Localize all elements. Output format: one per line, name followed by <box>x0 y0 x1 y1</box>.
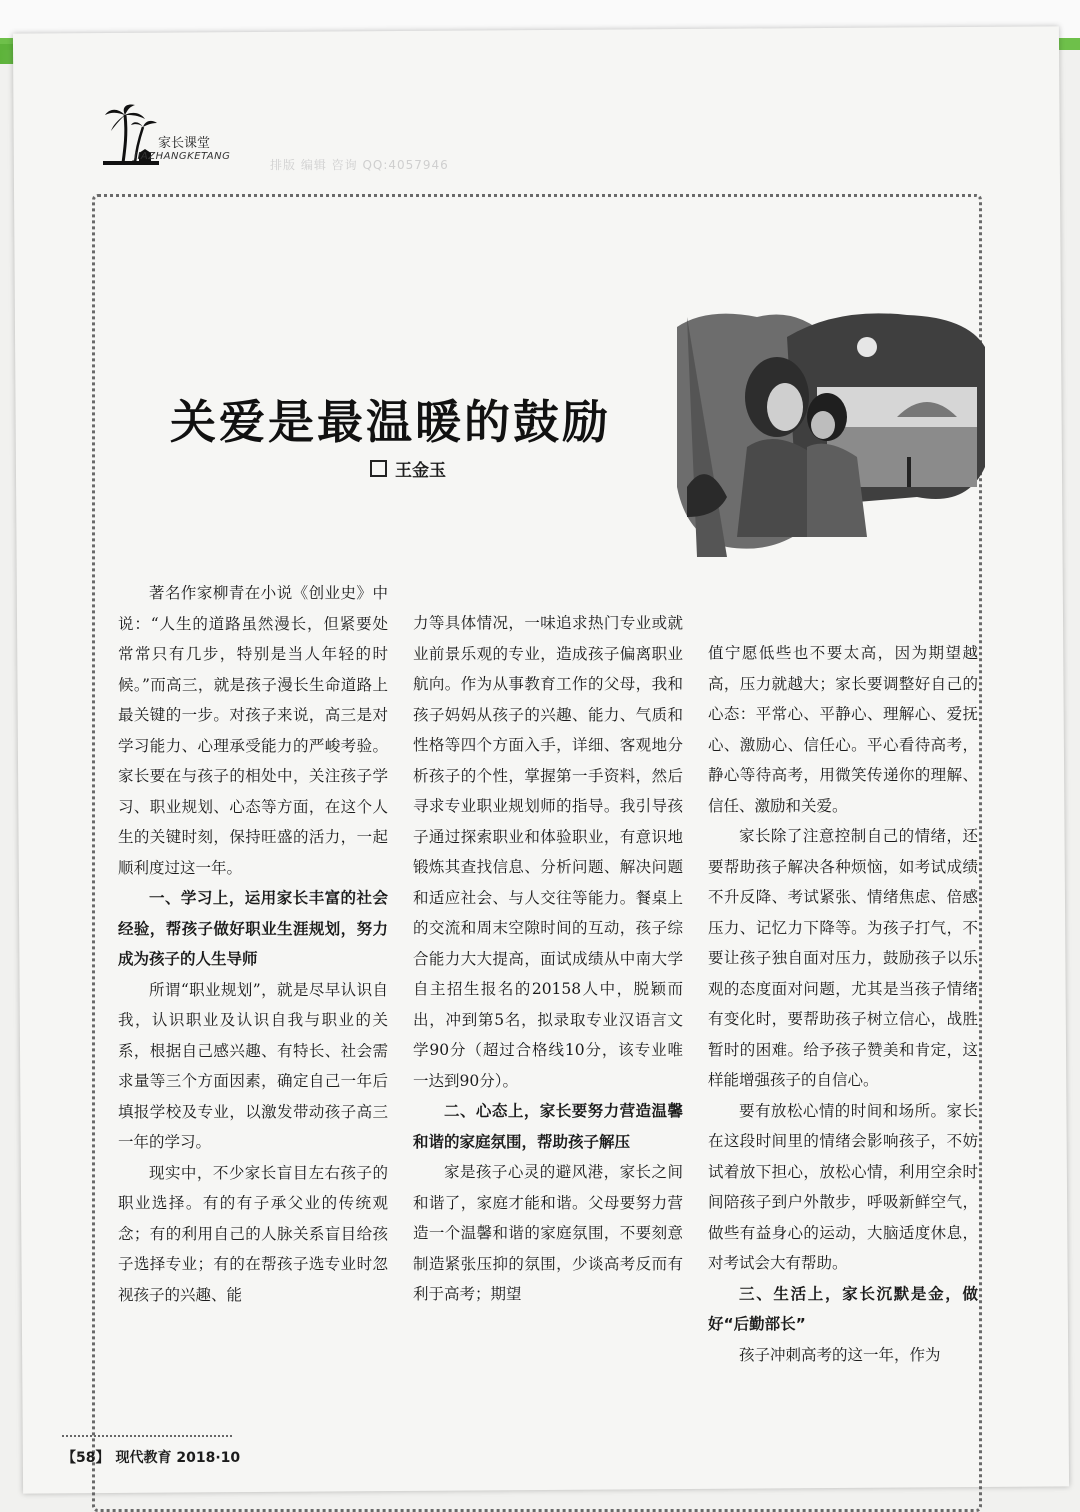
article-author <box>370 456 446 481</box>
journal-name: 现代教育 2018·10 <box>115 1450 241 1466</box>
footer-rule <box>62 1435 232 1437</box>
section-heading-1: 一、学习上，运用家长丰富的社会经验，帮孩子做好职业生涯规划，努力成为孩子的人生导师 <box>118 889 388 968</box>
paragraph: 家长除了注意控制自己的情绪，还要帮助孩子解决各种烦恼，如考试成绩不升反降、考试紧张、情绪焦虑、倍感压力、记忆力下降等。为孩子打气，不要让孩子独自面对压力，鼓励孩子以乐观的态度面对问题，尤其是当孩子情绪有变化时，要帮助孩子树立信心，战胜暂时的困难。给予孩子赞美和肯定，这样能增强孩子的自信心。 <box>708 827 978 1089</box>
paragraph: 力等具体情况，一味追求热门专业或就业前景乐观的专业，造成孩子偏离职业航向。作为从事教育工作的父母，我和孩子妈妈从孩子的兴趣、能力、气质和性格等四个方面入手，详细、客观地分析孩子的个性，掌握第一手资料，然后寻求专业职业规划师的指导。我引导孩子通过探索职业和体验职业，有意识地锻炼其查找信息、分析问题、解决问题和适应社会、与人交往等能力。餐桌上的交流和周末空隙时间的互动，孩子综合能力大大提高，面试成绩从中南大学自主招生报名的20158人中，脱颖而出，冲到第5名，拟录取专业汉语言文学90分（超过合格线10分，该专业唯一达到90分）。 <box>413 614 683 1090</box>
column-2 <box>413 608 683 1310</box>
author-name: 王金玉 <box>395 461 446 481</box>
paragraph: 著名作家柳青在小说《创业史》中说：“人生的道路虽然漫长，但紧要处常常只有几步，特别是当人年轻的时候。”而高三，就是孩子漫长生命道路上最关键的一步。对孩子来说，高三是对学习能力、心理承受能力的严峻考验。家长要在与孩子的相处中，关注孩子学习、职业规划、心态等方面，在这个人生的关键时刻，保持旺盛的活力，一起顺利度过这一年。 <box>118 584 388 877</box>
bleed-through-header: 排版 编辑 咨询 QQ:4057946 <box>270 158 449 172</box>
article-title: 关爱是最温暖的鼓励 <box>170 395 611 449</box>
section-subtitle: JIAZHANGKETANG <box>134 151 231 162</box>
paragraph: 家是孩子心灵的避风港，家长之间和谐了，家庭才能和谐。父母要努力营造一个温馨和谐的家庭氛围，不要刻意制造紧张压抑的氛围，少谈高考反而有利于高考；期望 <box>413 1163 683 1303</box>
section-heading-2: 二、心态上，家长要努力营造温馨和谐的家庭氛围，帮助孩子解压 <box>413 1102 683 1151</box>
author-box-icon <box>370 460 387 477</box>
page-footer <box>62 1447 240 1467</box>
mother-daughter-illustration <box>667 307 987 557</box>
section-title: 家长课堂 <box>158 136 211 151</box>
column-1 <box>118 578 388 1310</box>
bleed-col <box>110 210 380 240</box>
section-heading-3: 三、生活上，家长沉默是金，做好“后勤部长” <box>708 1284 978 1333</box>
paragraph: 所谓“职业规划”，就是尽早认识自我，认识职业及认识自我与职业的关系，根据自己感兴趣、有特长、社会需求量等三个方面因素，确定自己一年后填报学校及专业，以激发带动孩子高三一年的学习。 <box>118 980 388 1151</box>
paragraph: 要有放松心情的时间和场所。家长在这段时间里的情绪会影响孩子，不妨试着放下担心，放松心情，利用空余时间陪孩子到户外散步，呼吸新鲜空气，做些有益身心的运动，大脑适度休息，对考试会大有帮助。 <box>708 1101 978 1272</box>
column-3 <box>708 638 978 1370</box>
paragraph: 值宁愿低些也不要太高，因为期望越高，压力就越大；家长要调整好自己的心态：平常心、平静心、理解心、爱抚心、激励心、信任心。平心看待高考，静心等待高考，用微笑传递你的理解、信任、激励和关爱。 <box>708 644 978 815</box>
paragraph: 现实中，不少家长盲目左右孩子的职业选择。有的有子承父业的传统观念；有的利用自己的人脉关系盲目给孩子选择专业；有的在帮孩子选专业时忽视孩子的兴趣、能 <box>118 1163 388 1304</box>
page-number: 【58】 <box>62 1450 110 1466</box>
paragraph: 孩子冲刺高考的这一年，作为 <box>739 1345 941 1364</box>
